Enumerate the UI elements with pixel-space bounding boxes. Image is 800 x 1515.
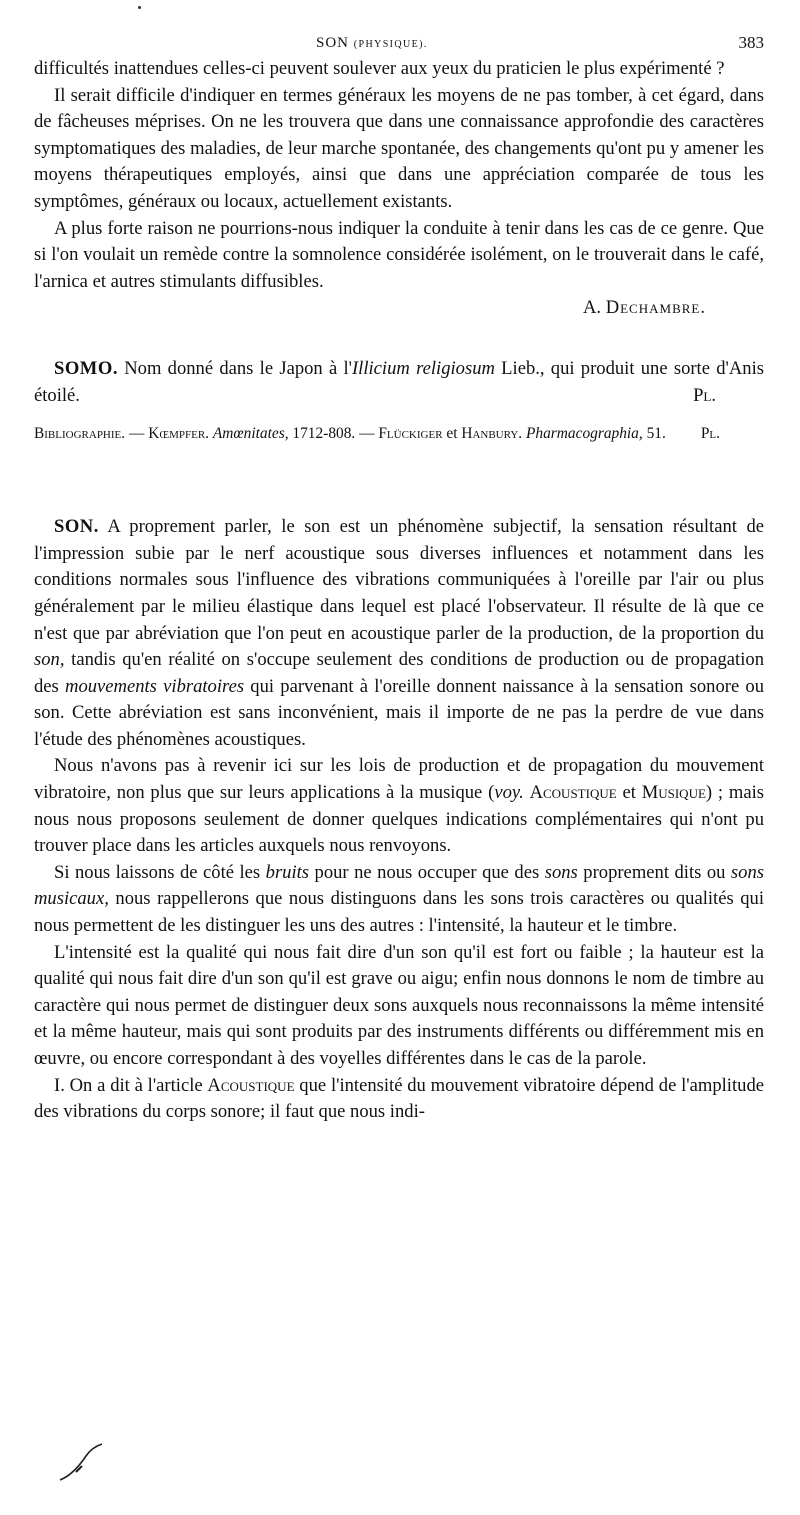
running-title: SON (PHYSIQUE). <box>316 35 428 51</box>
entry-lemma: SON. <box>54 516 99 538</box>
species-name: Illicium religiosum <box>351 357 495 379</box>
entry-somo: SOMO. Nom donné dans le Japon à l'Illicium religiosum Lieb., qui produit une sorte d'Anis étoilé. Pl. <box>34 356 764 409</box>
bibliography: Bibliographie. — Kœmpfer. Amœnitates, 1712-808. — Flückiger et Hanbury. Pharmacographia, 51. Pl. <box>34 421 764 446</box>
paragraph: Nous n'avons pas à revenir ici sur les lois de production et de propagation du mouvement vibratoire, non plus que sur leurs applications à la musique (voy. Acoustique et Musique) ; mais nous nous proposons seulement de donner quelques indications complémentaires qui n'ont pu trouver place dans les articles auxquels nous renvoyons. <box>34 755 764 857</box>
paragraph: Il serait difficile d'indiquer en termes généraux les moyens de ne pas tomber, à cet égard, dans de fâcheuses méprises. On ne les trouvera que dans une connaissance approfondie des caractères symptomatiques des maladies, de leur marche spontanée, des changements qu'ont pu y amener les moyens thérapeutiques employés, ainsi que dans une appréciation comparée de tous les symptômes, généraux ou locaux, actuellement existants. <box>34 84 764 212</box>
entry-lemma: SOMO. <box>54 357 118 379</box>
page-number: 383 <box>738 33 764 52</box>
author-signature: A. Dechambre. <box>582 297 706 319</box>
paragraph: Si nous laissons de côté les bruits pour ne nous occuper que des sons proprement dits ou sons musicaux, nous rappellerons que nous distinguons dans les sons trois caractères ou qualités qui nous permettent de les distinguer les uns des autres : l'intensité, la hauteur et le timbre. <box>34 861 764 937</box>
author-signature: Pl. <box>700 425 720 443</box>
paragraph: I. On a dit à l'article Acoustique que l'intensité du mouvement vibratoire dépend de l'amplitude des vibrations du corps sonore; il faut que nous indi- <box>34 1074 764 1123</box>
page <box>34 30 764 1126</box>
pen-stroke-mark <box>56 1442 108 1482</box>
paragraph: A plus forte raison ne pourrions-nous indiquer la conduite à tenir dans les cas de ce genre. Que si l'on voulait un remède contre la somnolence considérée isolément, on le trouverait dans le café, l'arnica et autres stimulants diffusibles. <box>34 217 764 292</box>
bibliography-label: Bibliographie. <box>34 425 126 443</box>
running-head <box>34 30 764 56</box>
paragraph-continued: difficultés inattendues celles-ci peuvent soulever aux yeux du praticien le plus expérimenté ? <box>34 58 725 79</box>
paragraph: L'intensité est la qualité qui nous fait dire d'un son qu'il est fort ou faible ; la hauteur est la qualité qui nous fait dire d'un son qu'il est grave ou aigu; enfin nous donnons le nom de timbre au caractère qui nous permet de distinguer deux sons auxquels nous reconnaissons la même intensité et la même hauteur, mais qui sont produits par des instruments différents ou différemment mis en œuvre, ou encore correspondant à des voyelles différentes dans le cas de la parole. <box>34 941 764 1069</box>
entry-son: SON. A proprement parler, le son est un phénomène subjectif, la sensation résultant de l'impression subie par le nerf acoustique sous diverses influences et notamment dans les conditions normales sous l'influence des vibrations communiquées à l'oreille par l'air ou plus généralement par le milieu élastique dans lequel est placé l'observateur. Il résulte de là que ce n'est que par abréviation que l'on peut en acoustique parler de la production, de la proportion du son, tandis qu'en réalité on s'occupe seulement des conditions de production ou de propagation des mouvements vibratoires qui parvenant à l'oreille donnent naissance à la sensation sonore ou son. Cette abréviation est sans inconvénient, mais il importe de ne pas la perdre de vue dans l'étude des phénomènes acoustiques. <box>34 516 765 750</box>
stray-dot-mark <box>138 6 141 9</box>
author-signature: Pl. <box>693 384 716 406</box>
